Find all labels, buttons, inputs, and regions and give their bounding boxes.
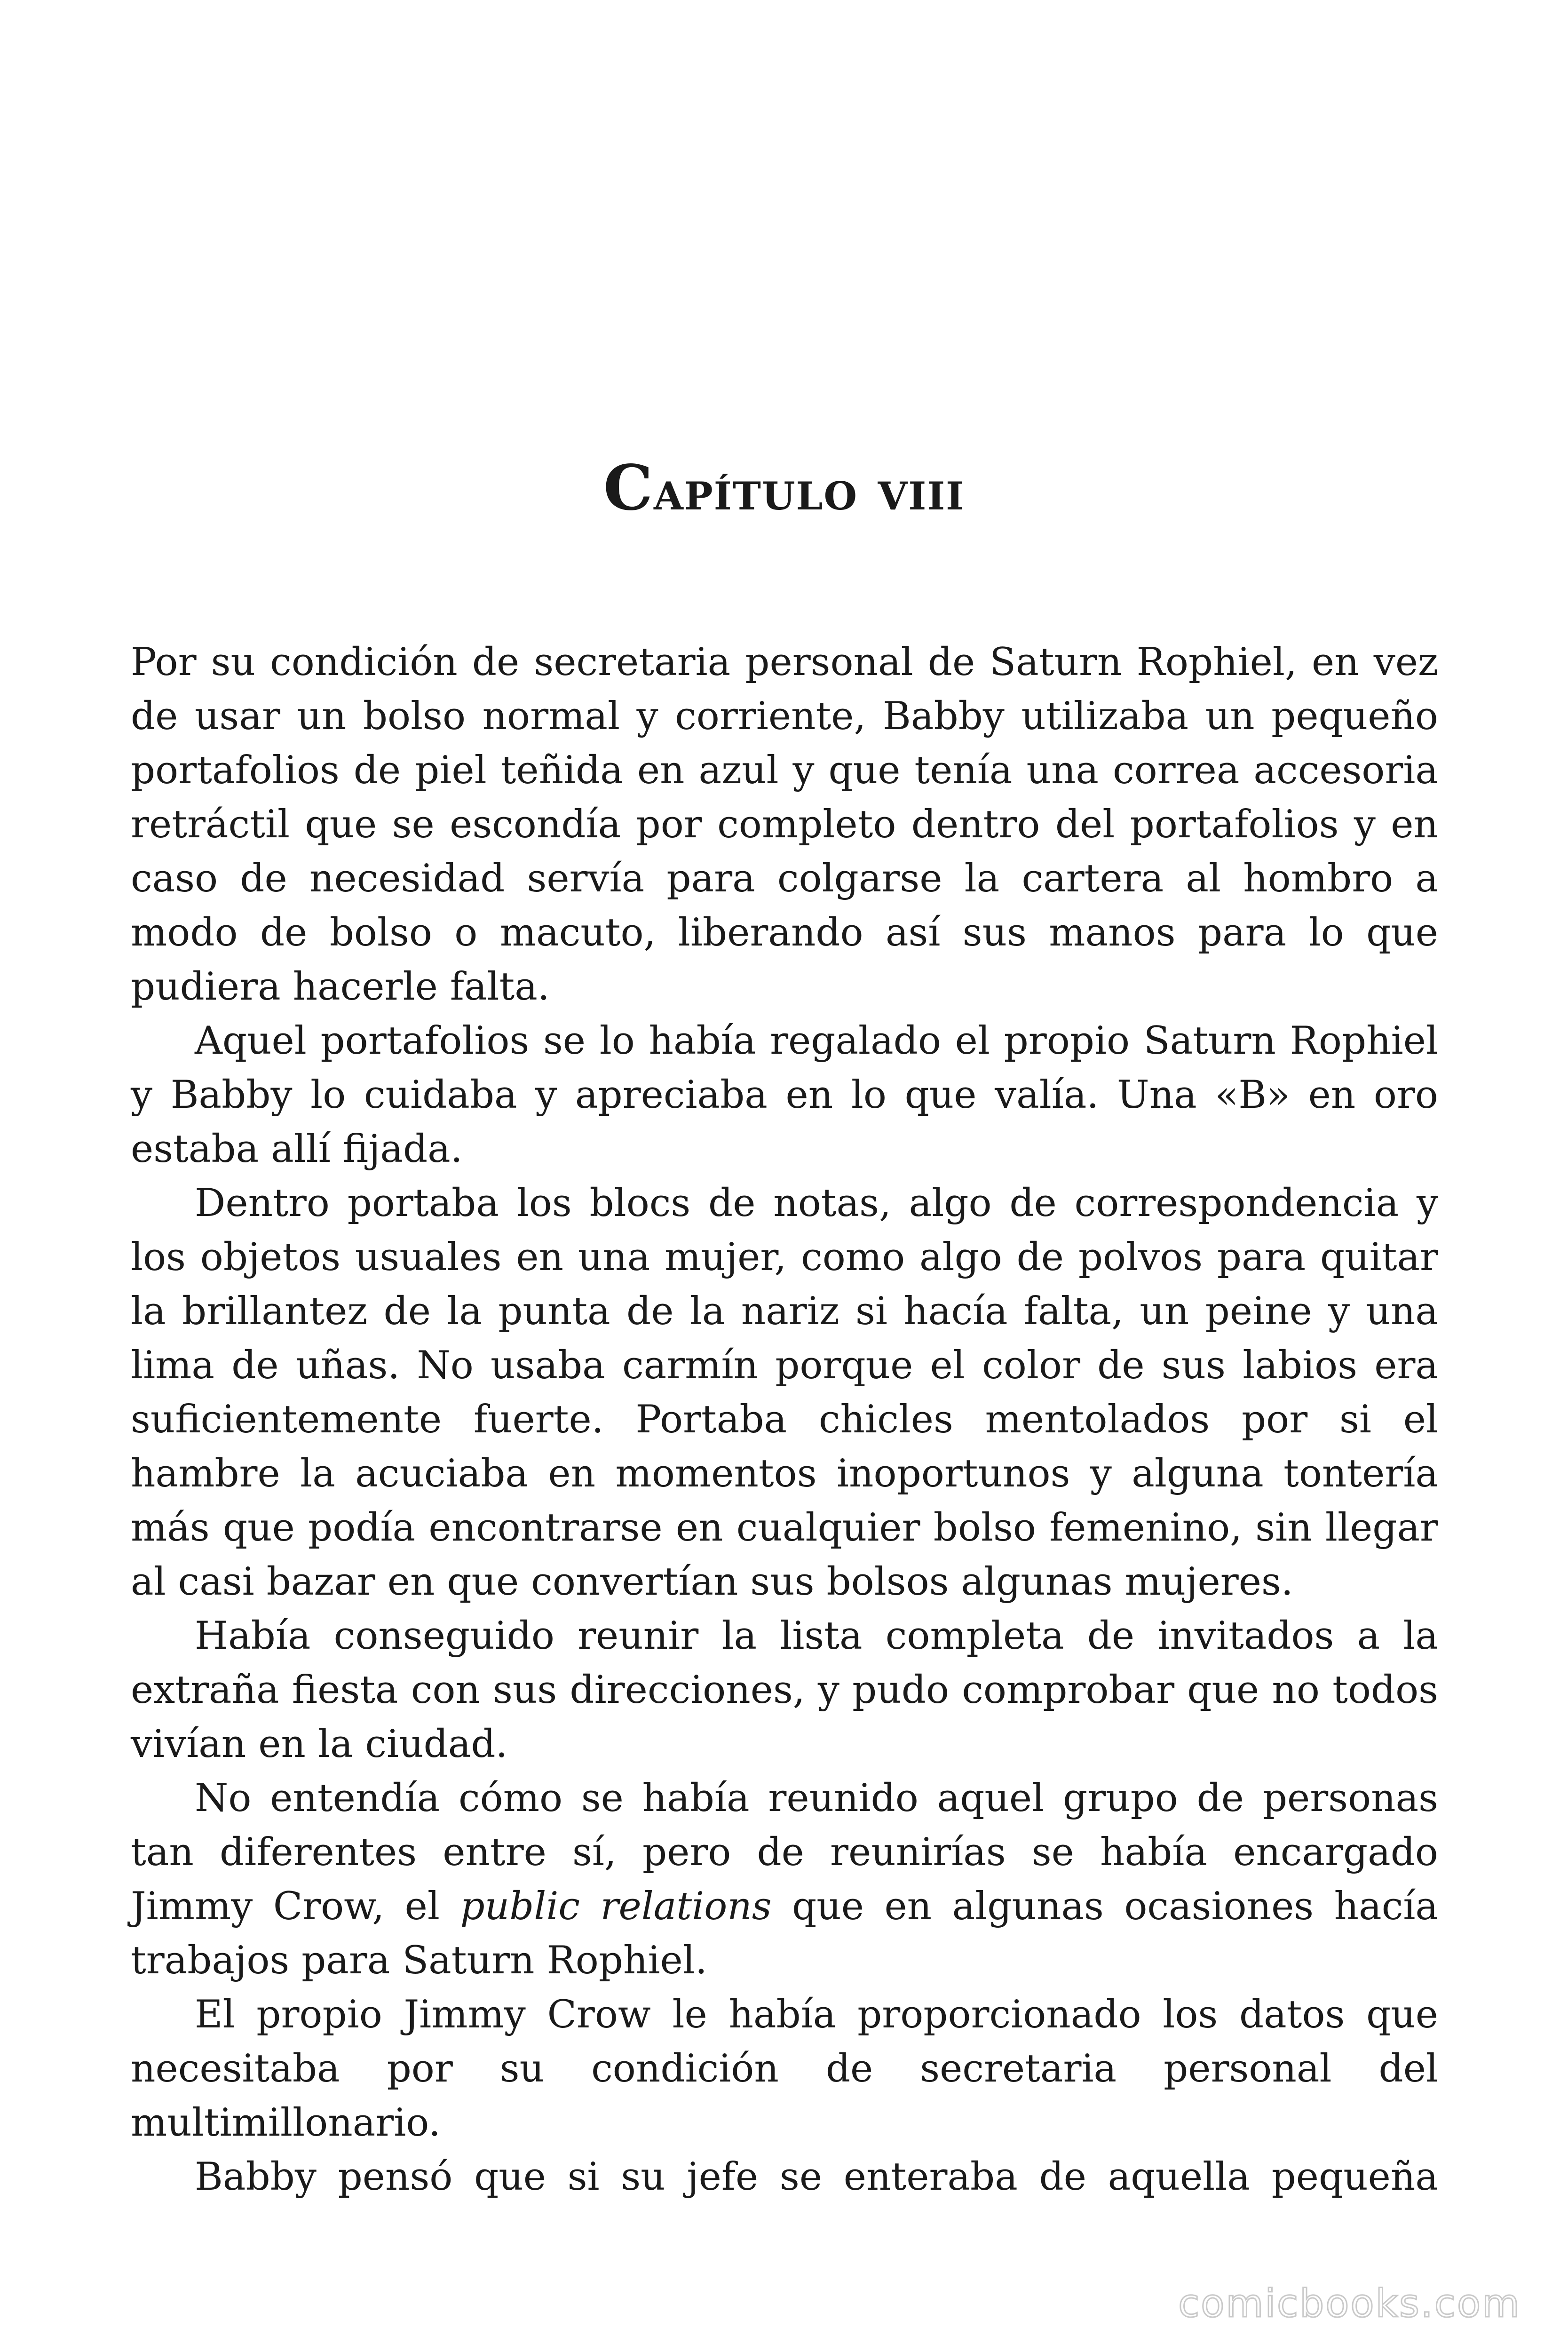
paragraph-text: No entendía cómo se había reunido aquel grupo de personas tan diferentes entre sí, pero de reunirías se había encargado Jimmy Crow, el [131, 1776, 1438, 1929]
paragraph [131, 635, 1438, 1014]
paragraph-text: Dentro portaba los blocs de notas, algo de correspondencia y los objetos usuales en una mujer, como algo de polvos para quitar la brillantez de la punta de la nariz si hacía falta, un peine y una lima de uñas. No usaba carmín porque el color de sus labios era suficientemente fuerte. Portaba chicles mentolados por si el hambre la acuciaba en momentos inoportunos y alguna tontería más que podía encontrarse en cualquier bolso femenino, sin llegar al casi bazar en que convertían sus bolsos algunas mujeres. [131, 1181, 1438, 1604]
paragraph-text: Había conseguido reunir la lista completa de invitados a la extraña fiesta con sus direcciones, y pudo comprobar que no todos vivían en la ciudad. [131, 1613, 1438, 1766]
chapter-title [0, 452, 1568, 524]
paragraph-text: El propio Jimmy Crow le había proporcionado los datos que necesitaba por su condición de secretaria personal del multimillonario. [131, 1992, 1438, 2145]
chapter-title-word: apítulo [654, 459, 858, 523]
paragraph-text: Babby pensó que si su jefe se enteraba de aquella pequeña [195, 2154, 1438, 2199]
chapter-body [131, 635, 1438, 2204]
paragraph [131, 1771, 1438, 1987]
paragraph [131, 2150, 1438, 2204]
paragraph-text: Por su condición de secretaria personal de Saturn Rophiel, en vez de usar un bolso normal y corriente, Babby utilizaba un pequeño portafolios de piel teñida en azul y que tenía una correa accesoria retráctil que se escondía por completo dentro del portafolios y en caso de necesidad servía para colgarse la cartera al hombro a modo de bolso o macuto, liberando así sus manos para lo que pudiera hacerle falta. [131, 640, 1438, 1009]
paragraph [131, 1176, 1438, 1609]
paragraph-text: que en algunas ocasiones hacía trabajos para Saturn Rophiel. [131, 1884, 1438, 1983]
chapter-title-initial: C [603, 452, 654, 524]
paragraph [131, 1987, 1438, 2150]
italic-phrase: public relations [460, 1884, 772, 1929]
chapter-number: viii [878, 459, 965, 523]
paragraph [131, 1014, 1438, 1176]
paragraph-text: Aquel portafolios se lo había regalado el propio Saturn Rophiel y Babby lo cuidaba y apreciaba en lo que valía. Una «B» en oro estaba allí fijada. [131, 1018, 1438, 1171]
paragraph [131, 1609, 1438, 1771]
watermark-logo: comicbooks.com [1178, 2281, 1521, 2326]
